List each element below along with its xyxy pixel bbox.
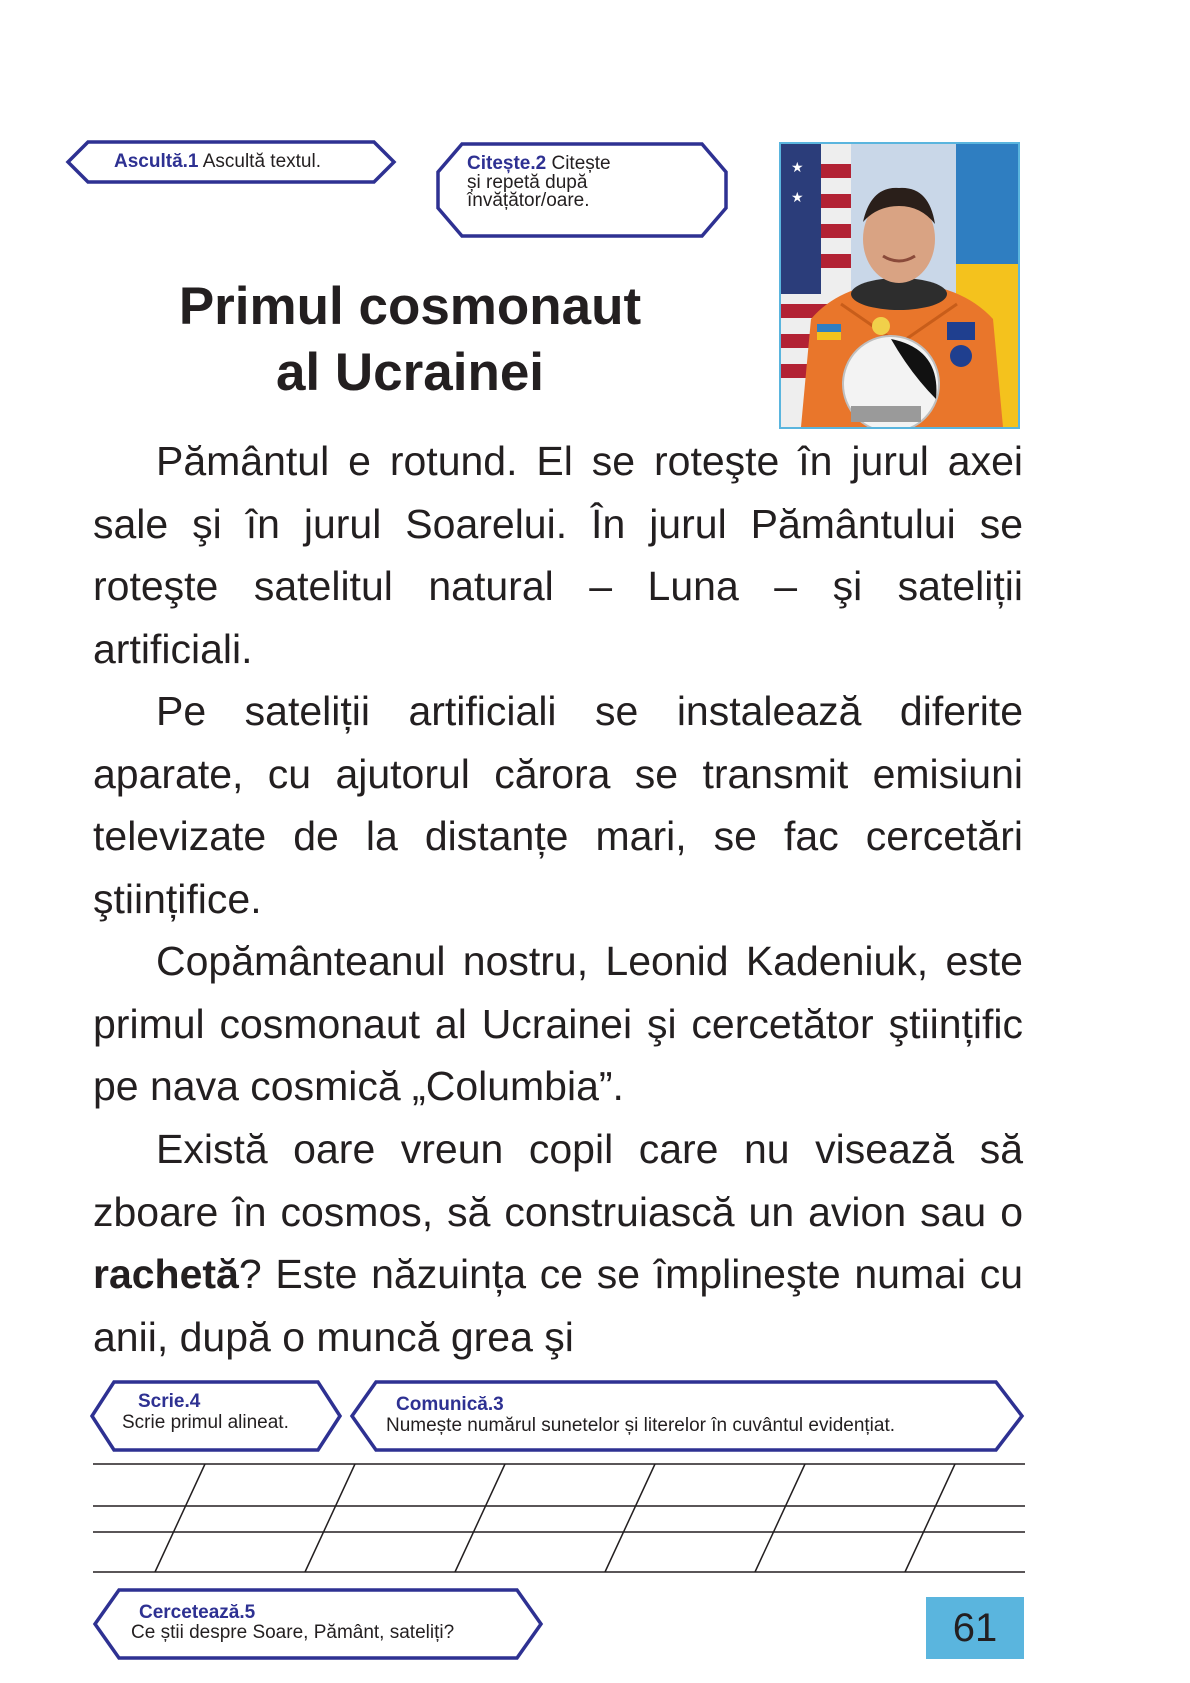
badge-comunica-keyword (396, 1395, 504, 1415)
paragraph-3 (93, 930, 1023, 1118)
badge-cerceteaza (93, 1588, 543, 1660)
badge-scrie (90, 1380, 342, 1452)
lesson-title-line-2: al Ucrainei (275, 343, 545, 402)
paragraph-4-highlighted-word: rachetă (93, 1251, 239, 1297)
page-number: 61 (926, 1597, 1024, 1659)
badge-citeste-keyword: Citește.2 (467, 153, 547, 174)
paragraph-2-text: Pe sateliții artificiali se instalează diferite aparate, cu ajutorul cărora se transmit emisiuni televizate de la distanțe mari, se fac cercetări ştiințifice. (93, 688, 1023, 922)
lesson-title-line-1: Primul cosmonaut (178, 277, 642, 336)
paragraph-3-text: Copământeanul nostru, Leonid Kadeniuk, este primul cosmonaut al Ucrainei şi cercetător ştiințific pe nava cosmică „Columbia”. (93, 938, 1023, 1109)
badge-scrie-text: Scrie primul alineat. (122, 1412, 289, 1433)
svg-text:★: ★ (791, 190, 804, 206)
badge-asculta-text: Ascultă textul. (202, 151, 321, 172)
badge-comunica (350, 1380, 1024, 1452)
paragraph-4-text-after: ? Este năzuința ce se împlineşte numai cu anii, după o muncă grea şi (93, 1251, 1023, 1360)
cosmonaut-photo-illustration (781, 144, 1018, 427)
badge-citeste-text-2: și repetă după (467, 172, 588, 193)
badge-citeste-text-1: Citește (551, 153, 611, 174)
paragraph-4 (93, 1118, 1023, 1368)
paragraph-1 (93, 430, 1023, 680)
badge-citeste (436, 142, 728, 238)
badge-asculta (66, 140, 396, 184)
badge-cerceteaza-keyword (139, 1603, 255, 1623)
cosmonaut-photo (779, 142, 1020, 429)
helmet-icon (843, 336, 939, 427)
badge-cerceteaza-text: Ce știi despre Soare, Pământ, sateliți? (131, 1622, 455, 1643)
badge-citeste-text-3: învățător/oare. (467, 190, 590, 211)
writing-lines (93, 1462, 1025, 1574)
paragraph-4-text-before: Există oare vreun copil care nu visează să zboare în cosmos, să construiască un avion sau o (93, 1126, 1023, 1235)
badge-scrie-keyword (138, 1392, 200, 1412)
paragraph-2 (93, 680, 1023, 930)
badge-scrie-keyword-text: Scrie.4 (138, 1391, 201, 1412)
badge-cerceteaza-keyword-text: Cercetează.5 (139, 1602, 256, 1623)
lesson-title (130, 274, 690, 406)
badge-comunica-keyword-text: Comunică.3 (396, 1394, 504, 1415)
badge-asculta-keyword: Ascultă.1 (114, 151, 199, 172)
badge-comunica-text: Numește numărul sunetelor și literelor în cuvântul evidențiat. (386, 1415, 896, 1436)
paragraph-1-text: Pământul e rotund. El se roteşte în jurul axei sale şi în jurul Soarelui. În jurul Pământului se roteşte satelitul natural – Luna – şi sateliții artificiali. (93, 438, 1023, 672)
svg-text:★: ★ (791, 160, 804, 176)
